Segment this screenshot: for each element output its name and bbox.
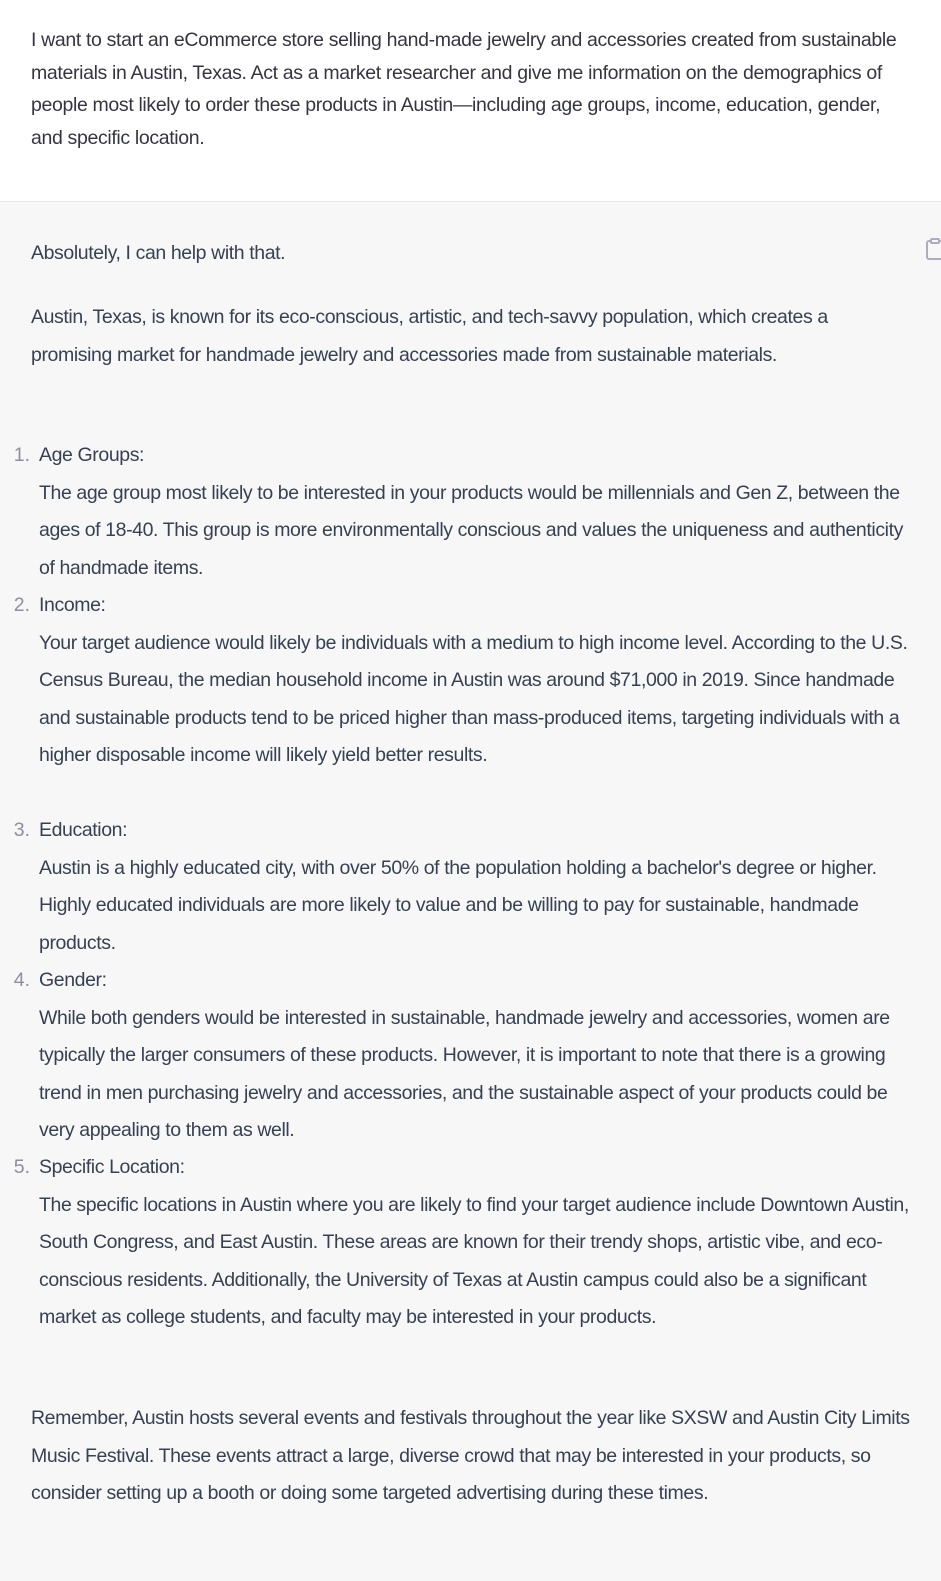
clipboard-icon[interactable] — [923, 237, 941, 261]
assistant-intro: Absolutely, I can help with that. — [31, 242, 286, 264]
list-title: Income: — [39, 594, 106, 616]
list-number: 4. — [13, 969, 30, 991]
user-message-text: I want to start an eCommerce store selling hand-made jewelry and accessories created from sustainable materials in Austin, Texas. Act as a market researcher and give me information on the demographics of people most likely to order these products in Austin—including age groups, income, education, gender, and specific location. — [31, 29, 897, 149]
assistant-context: Austin, Texas, is known for its eco-conscious, artistic, and tech-savvy population, which creates a promising market for handmade jewelry and accessories made from sustainable materials. — [31, 306, 828, 366]
list-body: The age group most likely to be interested in your products would be millennials and Gen Z, between the ages of 18-40. This group is more environmentally conscious and values the uniqueness and authenticity of handmade items. — [39, 481, 903, 579]
list-title: Age Groups: — [39, 444, 145, 466]
assistant-message — [0, 202, 941, 1581]
list-title: Gender: — [39, 969, 107, 991]
list-number: 1. — [13, 444, 30, 466]
assistant-closing: Remember, Austin hosts several events and festivals throughout the year like SXSW and Austin City Limits Music Festival. These events attract a large, diverse crowd that may be interested in your products, so consider setting up a booth or doing some targeted advertising during these times. — [31, 1407, 910, 1504]
list-body: Austin is a highly educated city, with over 50% of the population holding a bachelor's degree or higher. Highly educated individuals are more likely to value and be willing to pay for sustainable, handmade products. — [39, 856, 877, 954]
list-body: The specific locations in Austin where you are likely to find your target audience include Downtown Austin, South Congress, and East Austin. These areas are known for their trendy shops, artistic vibe, and eco-conscious residents. Additionally, the University of Texas at Austin campus could also be a significant market as college students, and faculty may be interested in your products. — [39, 1193, 909, 1328]
list-number: 5. — [13, 1156, 30, 1178]
list-title: Education: — [39, 819, 128, 841]
list-number: 3. — [13, 819, 30, 841]
list-title: Specific Location: — [39, 1156, 185, 1178]
list-body: While both genders would be interested in sustainable, handmade jewelry and accessories, women are typically the larger consumers of these products. However, it is important to note that there is a growing trend in men purchasing jewelry and accessories, and the sustainable aspect of your products could be very appealing to them as well. — [39, 1006, 890, 1141]
user-message — [0, 0, 941, 202]
list-number: 2. — [13, 594, 30, 616]
list-body: Your target audience would likely be individuals with a medium to high income level. According to the U.S. Census Bureau, the median household income in Austin was around $71,000 in 2019. Since handmade and sustainable products tend to be priced higher than mass-produced items, targeting individuals with a higher disposable income will likely yield better results. — [39, 631, 908, 766]
